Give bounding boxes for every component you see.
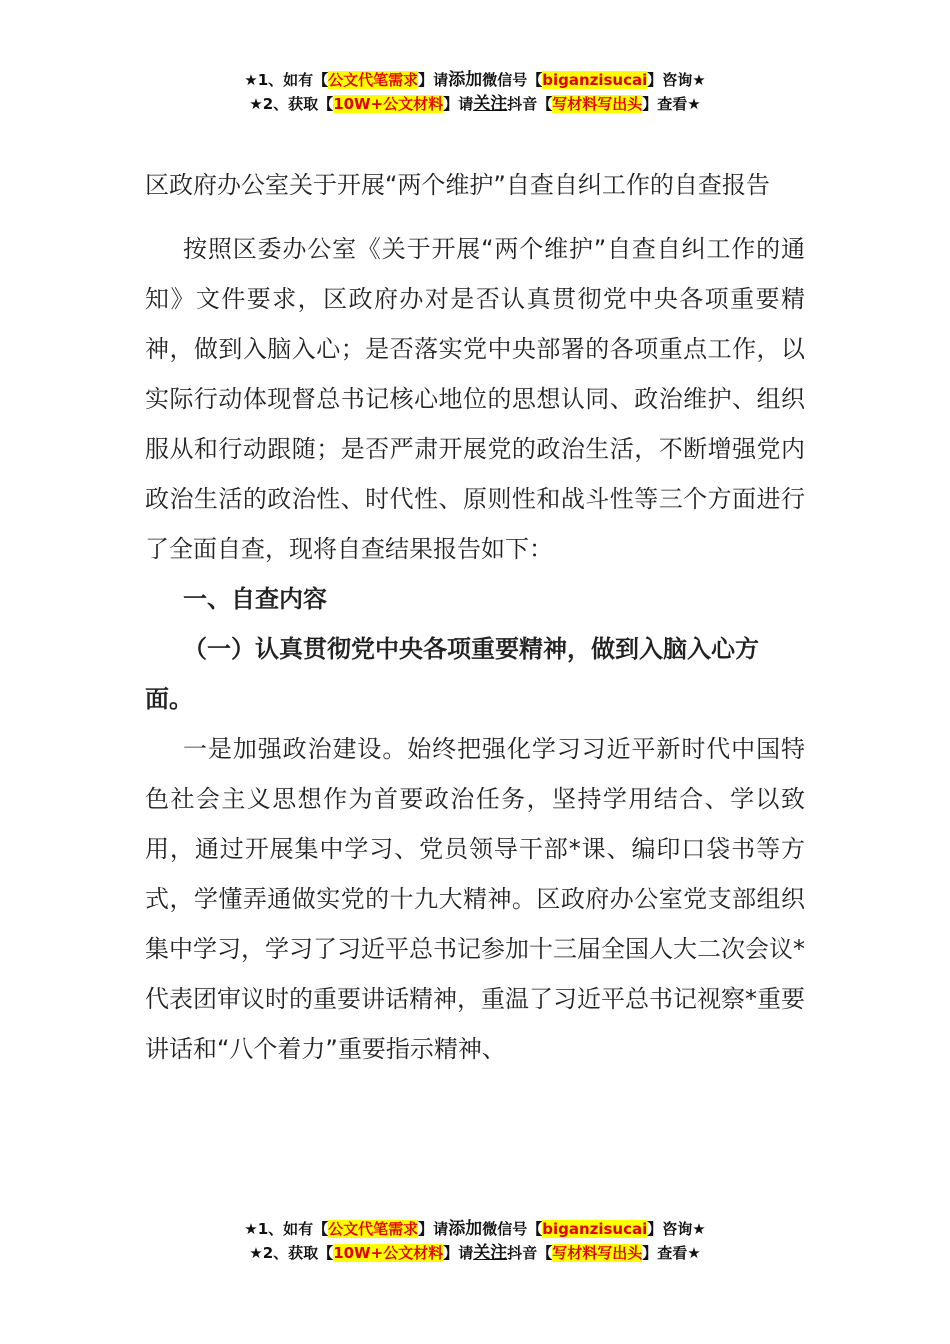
subsection-heading: （一）认真贯彻党中央各项重要精神，做到入脑入心方面。 [145, 635, 759, 713]
promo-banner-top [0, 68, 950, 116]
highlight-materials: 10W+公文材料 [333, 95, 444, 113]
promo-line-1: ★1、如有【公文代笔需求】请添加微信号【biganzisucai】咨询★ [244, 70, 706, 90]
highlight-service: 公文代笔需求 [328, 71, 419, 89]
promo-line-2: ★2、获取【10W+公文材料】请关注抖音【写材料写出头】查看★ [249, 94, 701, 114]
intro-paragraph: 按照区委办公室《关于开展“两个维护”自查自纠工作的通知》文件要求，区政府办对是否认真贯彻党中央各项重要精神，做到入脑入心；是否落实党中央部署的各项重点工作，以实际行动体现督总书记核心地位的思想认同、政治维护、组织服从和行动跟随；是否严肃开展党的政治生活，不断增强党内政治生活的政治性、时代性、原则性和战斗性等三个方面进行了全面自查，现将自查结果报告如下： [145, 235, 805, 563]
highlight-douyin: 写材料写出头 [552, 95, 643, 113]
promo-line-1: ★1、如有【公文代笔需求】请添加微信号【biganzisucai】咨询★ [244, 1219, 706, 1239]
body-paragraph: 一是加强政治建设。始终把强化学习习近平新时代中国特色社会主义思想作为首要政治任务，坚持学用结合、学以致用，通过开展集中学习、党员领导干部*课、编印口袋书等方式，学懂弄通做实党的十九大精神。区政府办公室党支部组织集中学习，学习了习近平总书记参加十三届全国人大二次会议*代表团审议时的重要讲话精神，重温了习近平总书记视察*重要讲话和“八个着力”重要指示精神、 [145, 735, 805, 1063]
highlight-wechat-id: biganzisucai [542, 1220, 648, 1238]
highlight-materials: 10W+公文材料 [333, 1244, 444, 1262]
highlight-douyin: 写材料写出头 [552, 1244, 643, 1262]
highlight-service: 公文代笔需求 [328, 1220, 419, 1238]
section-heading: 一、自查内容 [183, 585, 327, 613]
promo-line-2: ★2、获取【10W+公文材料】请关注抖音【写材料写出头】查看★ [249, 1243, 701, 1263]
promo-banner-bottom [0, 1217, 950, 1265]
highlight-wechat-id: biganzisucai [542, 71, 648, 89]
document-body [145, 160, 805, 1074]
document-title: 区政府办公室关于开展“两个维护”自查自纠工作的自查报告 [145, 171, 770, 199]
